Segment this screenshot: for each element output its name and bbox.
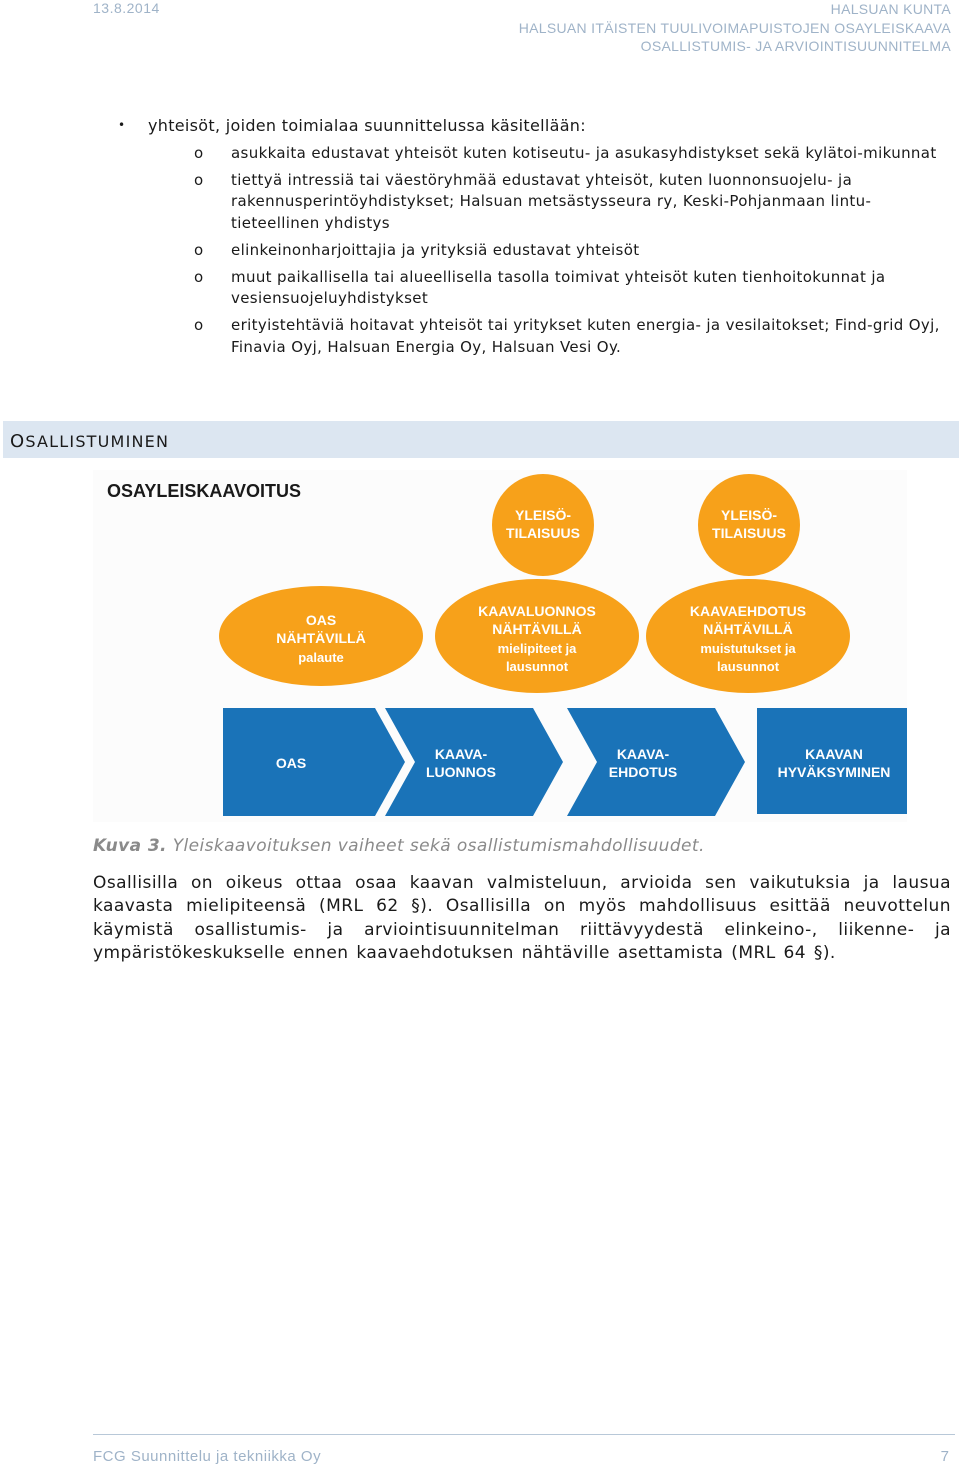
figure-caption	[93, 836, 953, 856]
process-arrow	[385, 708, 563, 816]
page-number: 7	[940, 1448, 949, 1465]
arrow-shape	[385, 708, 563, 816]
mid-oval	[219, 586, 423, 686]
body-paragraph: Osallisilla on oikeus ottaa osaa kaavan valmisteluun, arvioida sen vaikutuksia ja lausua kaavasta mielipiteensä (MRL 62 §). Osallisilla on myös mahdollisuus esittää neuvottelun käymistä osallistumis- ja arviointisuunnitelman riittävyydestä elinkeino-, liikenne- ja ympäristökeskukselle ennen kaavaehdotuksen nähtäville asettamista (MRL 64 §).	[93, 873, 951, 963]
header-project: HALSUAN ITÄISTEN TUULIVOIMAPUISTOJEN OSAYLEISKAAVA	[518, 19, 951, 36]
final-box-line1: KAAVAN	[805, 746, 863, 762]
header-org: HALSUAN KUNTA	[830, 1, 951, 17]
top-circle	[698, 474, 800, 576]
sub-list-item	[194, 143, 952, 165]
circle-bullet-icon: o	[194, 267, 204, 286]
mid-oval	[646, 579, 850, 693]
process-arrow	[567, 708, 745, 816]
footer-company: FCG Suunnittelu ja tekniikka Oy	[93, 1448, 322, 1465]
oval-line1: KAAVAEHDOTUS	[689, 603, 807, 619]
oval-line1: OAS	[305, 612, 337, 628]
header-doc: OSALLISTUMIS- JA ARVIOINTISUUNNITELMA	[640, 38, 951, 54]
sub-list-item	[194, 170, 952, 235]
top-circle	[492, 474, 594, 576]
oval-line2: NÄHTÄVILLÄ	[276, 630, 366, 646]
circle-line2: TILAISUUS	[712, 525, 786, 541]
figure-title: OSAYLEISKAAVOITUS	[107, 481, 302, 501]
header-block	[519, 0, 951, 56]
caption-text: Yleiskaavoituksen vaiheet sekä osallistumismahdollisuudet.	[172, 836, 705, 856]
list-lead: yhteisöt, joiden toimialaa suunnittelussa käsitellään:	[148, 116, 586, 135]
sub-list-item	[194, 315, 952, 358]
circle-line1: YLEISÖ-	[720, 507, 778, 523]
list-item	[118, 114, 958, 137]
circle-bullet-icon: o	[194, 170, 204, 189]
oval-line2: NÄHTÄVILLÄ	[492, 621, 582, 637]
section-title-initial: O	[10, 431, 26, 452]
oval-line3: mielipiteet ja	[497, 641, 577, 656]
arrow-shape	[223, 708, 405, 816]
footer-divider	[93, 1434, 955, 1435]
circle-line1: YLEISÖ-	[514, 507, 572, 523]
bullet-list	[118, 114, 958, 137]
circle-bullet-icon: o	[194, 240, 204, 259]
arrow-line1: KAAVA-	[616, 746, 670, 762]
process-figure	[93, 470, 907, 822]
sub-list-item	[194, 267, 952, 310]
oval-line4: lausunnot	[505, 659, 569, 674]
circle-bullet-icon: o	[194, 315, 204, 334]
arrow-line1: OAS	[275, 755, 307, 771]
arrow-line2: LUONNOS	[426, 764, 496, 780]
final-box-line2: HYVÄKSYMINEN	[777, 764, 891, 780]
sub-item-text: tiettyä intressiä tai väestöryhmää edustavat yhteisöt, kuten luonnonsuojelu- ja rakennusperintöyhdistykset; Halsuan metsästysseura ry, Keski-Pohjanmaan lintu-tieteellinen yhdistys	[231, 170, 872, 233]
sub-list-item	[194, 240, 952, 262]
sub-item-text: erityistehtäviä hoitavat yhteisöt tai yritykset kuten energia- ja vesilaitokset; Find-grid Oyj, Finavia Oyj, Halsuan Energia Oy, Halsuan Vesi Oy.	[231, 315, 940, 356]
process-diagram	[93, 470, 907, 822]
section-title	[10, 431, 169, 452]
arrow-shape	[567, 708, 745, 816]
caption-label: Kuva 3.	[93, 836, 167, 856]
final-box	[757, 708, 907, 814]
oval-line3: muistutukset ja	[700, 641, 796, 656]
circle-line2: TILAISUUS	[506, 525, 580, 541]
arrow-line2: EHDOTUS	[608, 764, 678, 780]
mid-oval	[435, 579, 639, 693]
circle-bullet-icon: o	[194, 144, 204, 162]
sub-item-text: muut paikallisella tai alueellisella tasolla toimivat yhteisöt kuten tienhoitokunnat ja vesiensuojeluyhdistykset	[231, 267, 886, 308]
oval-line4: lausunnot	[716, 659, 780, 674]
oval-line3: palaute	[298, 650, 344, 665]
header-date: 13.8.2014	[93, 0, 160, 16]
bullet-icon: •	[118, 118, 126, 132]
sub-item-text: asukkaita edustavat yhteisöt kuten kotiseutu- ja asukasyhdistykset sekä kylätoi-mikunnat	[231, 144, 937, 162]
sub-item-text: elinkeinonharjoittajia ja yrityksiä edustavat yhteisöt	[231, 240, 640, 259]
process-arrow	[223, 708, 405, 816]
arrow-line1: KAAVA-	[434, 746, 488, 762]
oval-line2: NÄHTÄVILLÄ	[703, 621, 793, 637]
oval-line1: KAAVALUONNOS	[478, 603, 596, 619]
section-title-rest: SALLISTUMINEN	[25, 432, 170, 451]
sub-list	[194, 143, 952, 363]
